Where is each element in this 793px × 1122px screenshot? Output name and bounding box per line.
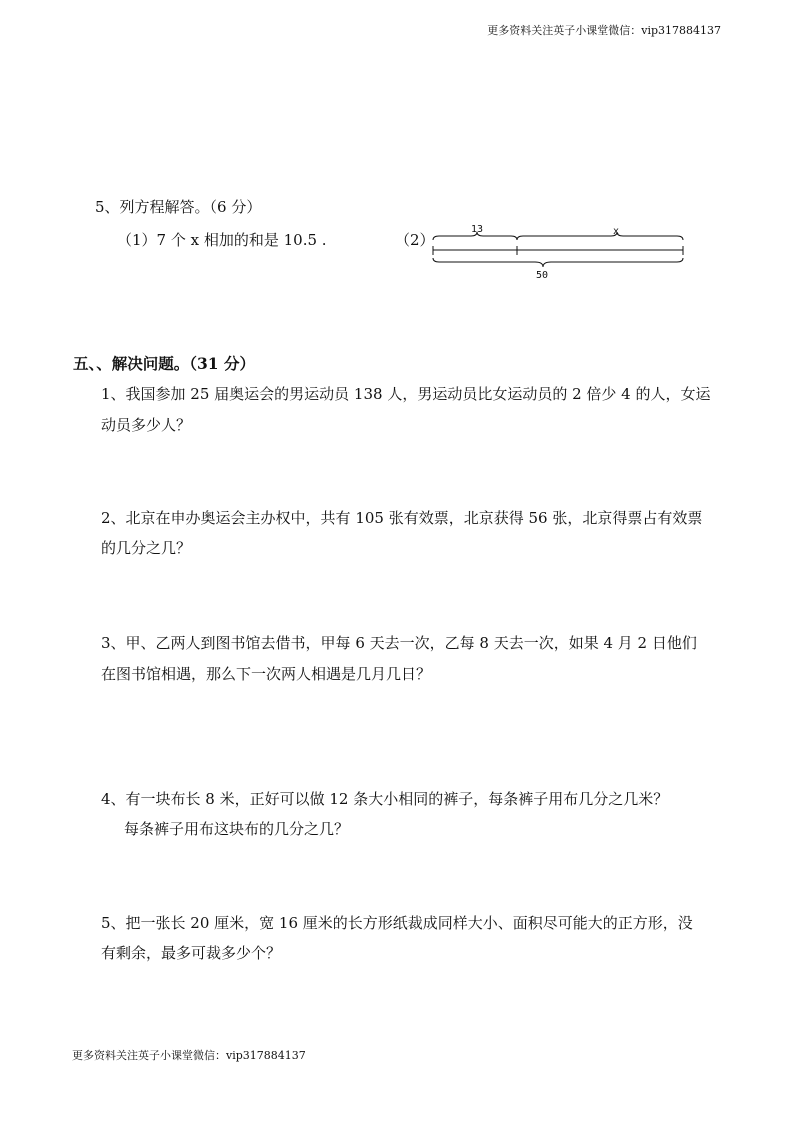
- brace-total: [433, 258, 683, 267]
- question-5-part-2-label: （2）: [395, 231, 435, 249]
- problem-2-line-1: 2、北京在申办奥运会主办权中，共有 105 张有效票，北京获得 56 张，北京得票占有效票: [101, 509, 703, 527]
- label-x: x: [613, 226, 620, 237]
- problem-4-line-2: 每条裤子用布这块布的几分之几？: [124, 820, 350, 838]
- problem-2-line-2: 的几分之几？: [101, 539, 192, 557]
- problem-1-line-2: 动员多少人？: [101, 416, 192, 434]
- section-5-title: 五、、解决问题。（31 分）: [73, 354, 255, 373]
- label-50: 50: [536, 270, 549, 281]
- line-segment-diagram: [425, 222, 695, 284]
- problem-3-line-1: 3、甲、乙两人到图书馆去借书，甲每 6 天去一次，乙每 8 天去一次，如果 4 月 2 日他们: [101, 634, 697, 652]
- brace-x: [517, 232, 683, 240]
- problem-1-line-1: 1、我国参加 25 届奥运会的男运动员 138 人，男运动员比女运动员的 2 倍少 4 的人，女运: [101, 385, 711, 403]
- question-5-part-1: （1）7 个 x 相加的和是 10.5 .: [117, 231, 327, 249]
- page-header: 更多资料关注英子小课堂微信：vip317884137: [487, 24, 721, 37]
- page-footer: 更多资料关注英子小课堂微信：vip317884137: [72, 1049, 306, 1062]
- problem-3-line-2: 在图书馆相遇，那么下一次两人相遇是几月几日？: [101, 665, 432, 683]
- problem-5-line-1: 5、把一张长 20 厘米，宽 16 厘米的长方形纸裁成同样大小、面积尽可能大的正方形，没: [101, 914, 693, 932]
- question-5-title: 5、列方程解答。（6 分）: [95, 198, 262, 216]
- problem-5-line-2: 有剩余，最多可裁多少个？: [101, 944, 282, 962]
- label-13: 13: [471, 224, 484, 235]
- problem-4-line-1: 4、有一块布长 8 米，正好可以做 12 条大小相同的裤子，每条裤子用布几分之几米？: [101, 790, 669, 808]
